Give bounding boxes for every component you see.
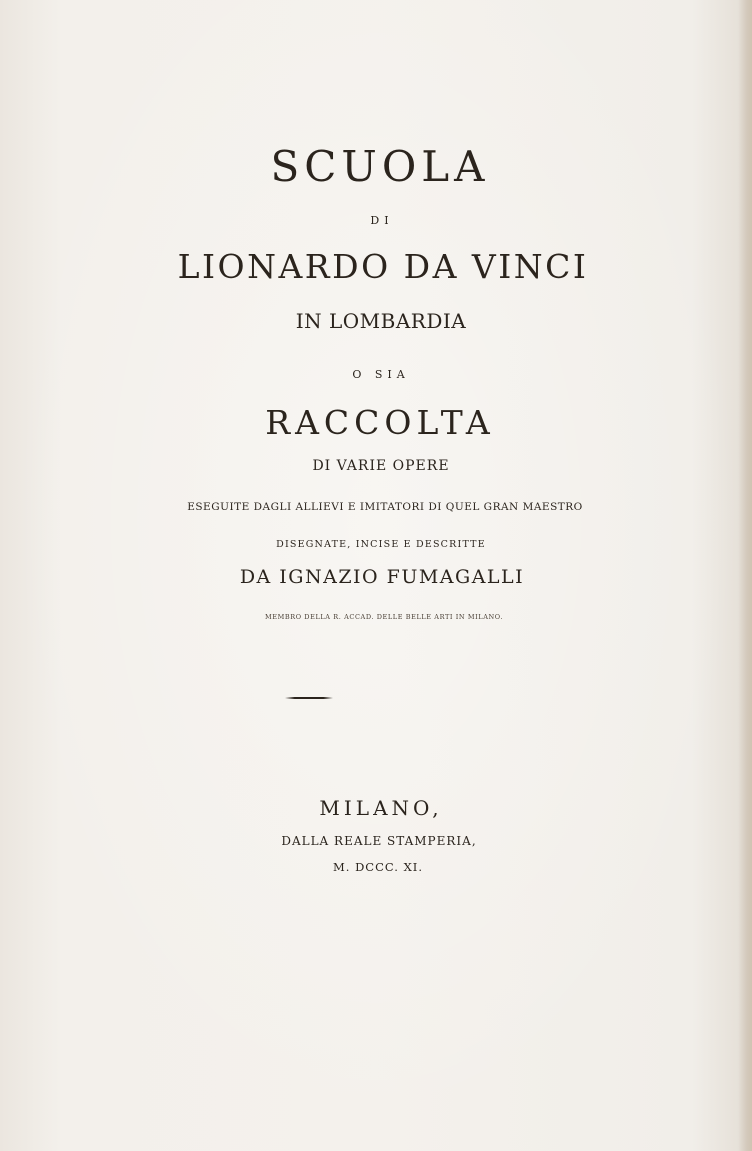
subtitle-raccolta: RACCOLTA — [265, 403, 495, 442]
subtitle-eseguite: ESEGUITE DAGLI ALLIEVI E IMITATORI DI QUEL GRAN MAESTRO — [187, 501, 583, 513]
subtitle-disegnate: DISEGNATE, INCISE E DESCRITTE — [276, 539, 486, 550]
author-role: MEMBRO DELLA R. ACCAD. DELLE BELLE ARTI IN MILANO. — [264, 613, 503, 621]
author-name: DA IGNAZIO FUMAGALLI — [239, 566, 525, 588]
title-connector-o-sia: O SIA — [352, 368, 410, 381]
ornamental-rule — [285, 697, 333, 699]
imprint-city: MILANO, — [319, 796, 443, 820]
title-subject: LIONARDO DA VINCI — [177, 247, 589, 286]
book-title: SCUOLA — [270, 142, 490, 191]
imprint-printer: DALLA REALE STAMPERIA, — [281, 834, 477, 848]
imprint-date: M. DCCC. XI. — [333, 860, 423, 874]
subtitle-varie-opere: DI VARIE OPERE — [312, 458, 450, 474]
title-connector-di: DI — [370, 214, 394, 227]
title-region: IN LOMBARDIA — [295, 309, 467, 333]
